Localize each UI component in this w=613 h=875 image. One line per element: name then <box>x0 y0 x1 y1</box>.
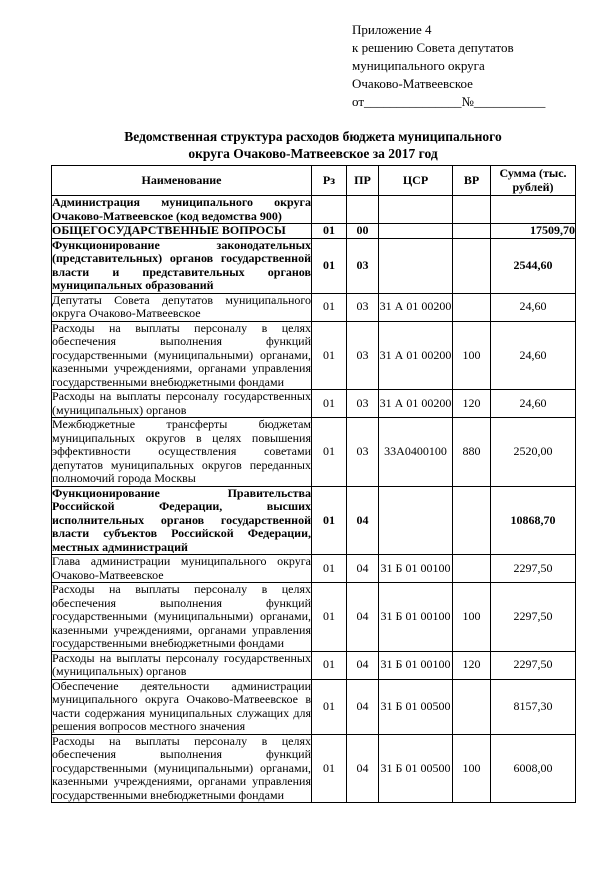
document-title <box>51 128 575 162</box>
rz-cell: 01 <box>312 390 347 418</box>
csr-cell: 31 А 01 00200 <box>379 390 453 418</box>
appendix-block <box>352 21 613 111</box>
pr-cell <box>347 196 379 224</box>
vr-cell <box>453 196 491 224</box>
sum-cell: 2544,60 <box>491 238 576 293</box>
name-cell: Депутаты Совета депутатов муниципального округа Очаково-Матвеевское <box>52 293 311 320</box>
pr-cell: 03 <box>347 390 379 418</box>
table-row <box>52 224 576 239</box>
pr-cell: 03 <box>347 238 379 293</box>
name-cell: Расходы на выплаты персоналу в целях обеспечения выполнения функций государственными (муниципальными) органами, казенными учреждениями, органами управления государственными внебюджетными фондами <box>52 321 311 389</box>
pr-cell: 04 <box>347 555 379 583</box>
sum-cell: 24,60 <box>491 321 576 390</box>
col-header-vr: ВР <box>453 166 491 196</box>
pr-cell: 03 <box>347 321 379 390</box>
csr-cell <box>379 238 453 293</box>
table-header-row <box>52 166 576 196</box>
name-cell: Функционирование Правительства Российской Федерации, высших исполнительных органов государственной власти субъектов Российской Федерации, местных администраций <box>52 486 311 554</box>
table-row <box>52 651 576 679</box>
appendix-line-date-number: от_______________№___________ <box>352 94 546 109</box>
budget-table <box>51 165 576 803</box>
sum-cell: 8157,30 <box>491 679 576 734</box>
name-cell: Межбюджетные трансферты бюджетам муниципальных округов в целях повышения эффективности осуществления советами депутатов муниципальных округов переданных полномочий города Москвы <box>52 417 311 485</box>
sum-cell: 2297,50 <box>491 651 576 679</box>
vr-cell: 120 <box>453 390 491 418</box>
csr-cell: 31 А 01 00200 <box>379 293 453 321</box>
name-cell: Расходы на выплаты персоналу в целях обеспечения выполнения функций государственными (муниципальными) органами, казенными учреждениями, органами управления государственными внебюджетными фондами <box>52 582 311 650</box>
col-header-pr: ПР <box>347 166 379 196</box>
document-title-line: Ведомственная структура расходов бюджета муниципального <box>124 129 502 144</box>
rz-cell: 01 <box>312 418 347 487</box>
table-row <box>52 555 576 583</box>
table-row <box>52 583 576 652</box>
col-header-name: Наименование <box>52 166 312 196</box>
rz-cell: 01 <box>312 734 347 803</box>
rz-cell: 01 <box>312 224 347 239</box>
pr-cell: 04 <box>347 486 379 555</box>
vr-cell <box>453 238 491 293</box>
table-row <box>52 293 576 321</box>
csr-cell <box>379 196 453 224</box>
csr-cell: 31 Б 01 00100 <box>379 651 453 679</box>
vr-cell <box>453 679 491 734</box>
sum-cell: 2520,00 <box>491 418 576 487</box>
vr-cell: 880 <box>453 418 491 487</box>
sum-cell: 17509,70 <box>491 224 576 239</box>
csr-cell: 33А0400100 <box>379 418 453 487</box>
sum-cell: 10868,70 <box>491 486 576 555</box>
document-title-line: округа Очаково-Матвеевское за 2017 год <box>188 146 438 161</box>
name-cell: Расходы на выплаты персоналу в целях обеспечения выполнения функций государственными (муниципальными) органами, казенными учреждениями, органами управления государственными внебюджетными фондами <box>52 734 311 802</box>
csr-cell: 31 Б 01 00500 <box>379 679 453 734</box>
col-header-csr: ЦСР <box>379 166 453 196</box>
csr-cell: 31 Б 01 00500 <box>379 734 453 803</box>
sum-cell: 2297,50 <box>491 555 576 583</box>
rz-cell: 01 <box>312 293 347 321</box>
rz-cell: 01 <box>312 238 347 293</box>
vr-cell <box>453 555 491 583</box>
csr-cell: 31 Б 01 00100 <box>379 583 453 652</box>
pr-cell: 04 <box>347 583 379 652</box>
sum-cell: 2297,50 <box>491 583 576 652</box>
col-header-sum: Сумма (тыс. рублей) <box>491 166 576 196</box>
csr-cell: 31 А 01 00200 <box>379 321 453 390</box>
rz-cell: 01 <box>312 486 347 555</box>
rz-cell: 01 <box>312 321 347 390</box>
name-cell: ОБЩЕГОСУДАРСТВЕННЫЕ ВОПРОСЫ <box>52 224 312 239</box>
rz-cell: 01 <box>312 651 347 679</box>
sum-cell: 24,60 <box>491 390 576 418</box>
vr-cell <box>453 224 491 239</box>
csr-cell: 31 Б 01 00100 <box>379 555 453 583</box>
table-row <box>52 734 576 803</box>
table-row <box>52 321 576 390</box>
vr-cell <box>453 293 491 321</box>
name-cell: Расходы на выплаты персоналу государственных (муниципальных) органов <box>52 389 311 417</box>
csr-cell <box>379 224 453 239</box>
appendix-line: Очаково-Матвеевское <box>352 76 473 91</box>
rz-cell: 01 <box>312 583 347 652</box>
rz-cell: 01 <box>312 679 347 734</box>
appendix-line: муниципального округа <box>352 58 485 73</box>
vr-cell <box>453 486 491 555</box>
pr-cell: 04 <box>347 734 379 803</box>
rz-cell <box>312 196 347 224</box>
sum-cell: 6008,00 <box>491 734 576 803</box>
name-cell: Функционирование законодательных (представительных) органов государственной власти и представительных органов муниципальных образований <box>52 238 311 292</box>
name-cell: Глава администрации муниципального округа Очаково-Матвеевское <box>52 554 311 582</box>
csr-cell <box>379 486 453 555</box>
table-row <box>52 418 576 487</box>
appendix-line: Приложение 4 <box>352 22 432 37</box>
sum-cell <box>491 196 576 224</box>
table-row <box>52 196 576 224</box>
table-row <box>52 390 576 418</box>
name-cell: Расходы на выплаты персоналу государственных (муниципальных) органов <box>52 651 311 678</box>
appendix-line: к решению Совета депутатов <box>352 40 514 55</box>
name-cell: Обеспечение деятельности администрации муниципального округа Очаково-Матвеевское в части содержания муниципальных служащих для решения вопросов местного значения <box>52 679 311 733</box>
pr-cell: 03 <box>347 293 379 321</box>
name-cell: Администрация муниципального округа Очаково-Матвеевское (код ведомства 900) <box>52 195 311 223</box>
table-row <box>52 238 576 293</box>
pr-cell: 04 <box>347 679 379 734</box>
table-row <box>52 486 576 555</box>
table-row <box>52 679 576 734</box>
vr-cell: 120 <box>453 651 491 679</box>
pr-cell: 00 <box>347 224 379 239</box>
sum-cell: 24,60 <box>491 293 576 321</box>
vr-cell: 100 <box>453 321 491 390</box>
rz-cell: 01 <box>312 555 347 583</box>
pr-cell: 04 <box>347 651 379 679</box>
col-header-rz: Рз <box>312 166 347 196</box>
vr-cell: 100 <box>453 583 491 652</box>
pr-cell: 03 <box>347 418 379 487</box>
vr-cell: 100 <box>453 734 491 803</box>
